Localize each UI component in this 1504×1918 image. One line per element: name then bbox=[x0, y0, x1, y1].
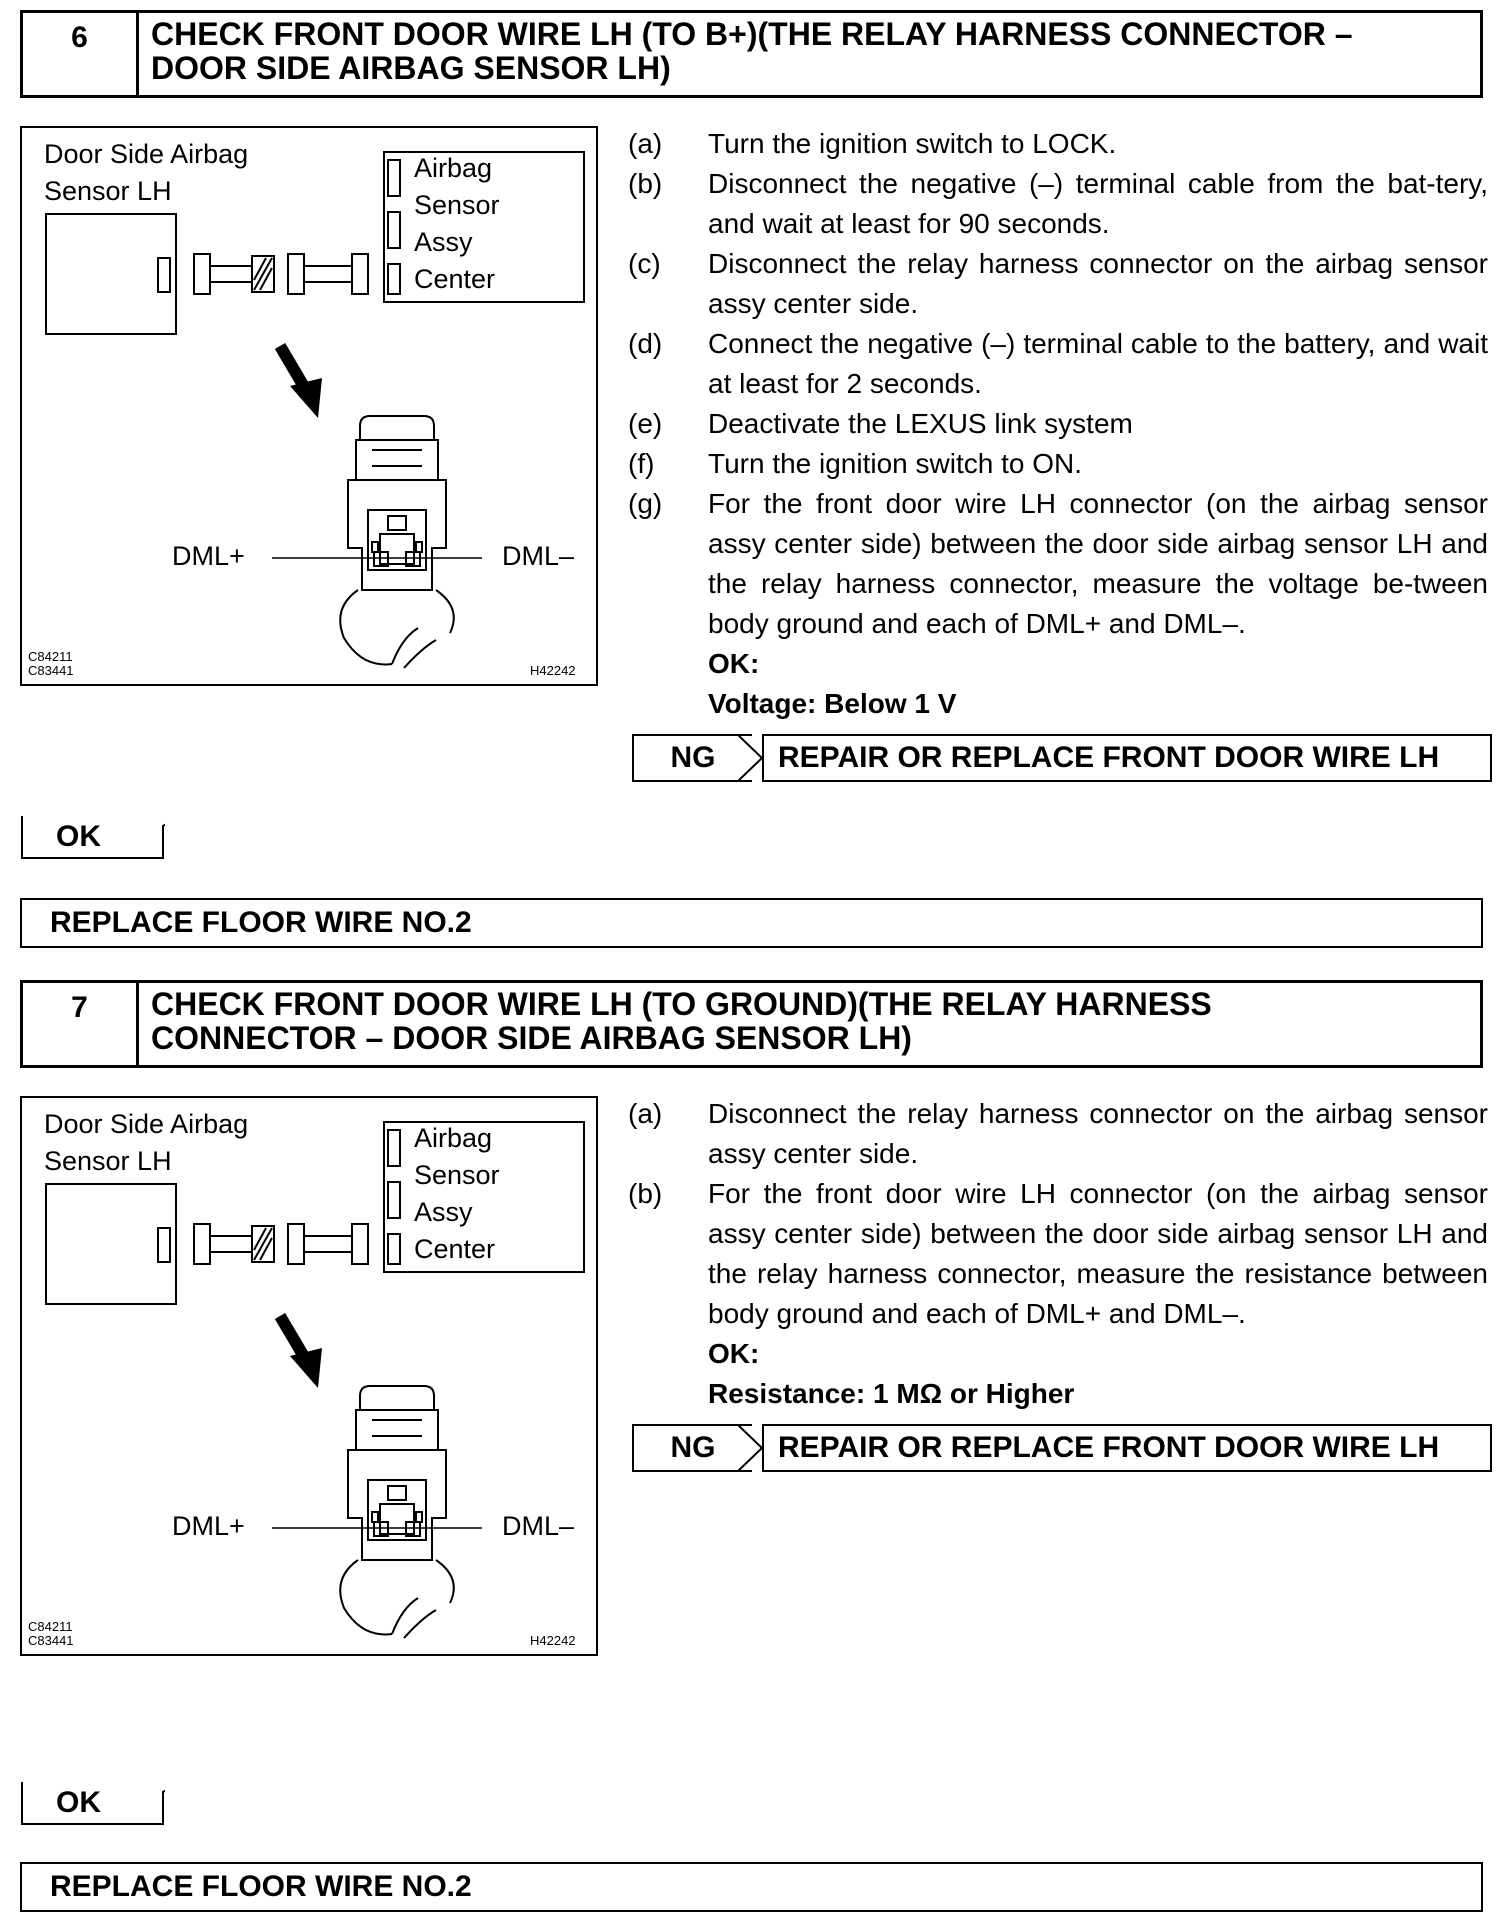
figure-code: H42242 bbox=[530, 1633, 576, 1648]
step-item: (d) Connect the negative (–) terminal cable to the battery, and wait at least for 2 seconds. bbox=[628, 328, 1488, 399]
step-item: (e) Deactivate the LEXUS link system bbox=[628, 408, 1133, 439]
step-title: CHECK FRONT DOOR WIRE LH (TO GROUND)(THE RELAY HARNESS CONNECTOR – DOOR SIDE AIRBAG SENSOR LH) bbox=[151, 986, 1212, 1056]
step-item: (a) Disconnect the relay harness connector on the airbag sensor assy center side. bbox=[628, 1098, 1488, 1169]
pin-dml-minus: DML– bbox=[502, 541, 575, 571]
result-box: REPLACE FLOOR WIRE NO.2 bbox=[20, 898, 1483, 948]
step-6-header bbox=[20, 10, 1483, 98]
ng-action: REPAIR OR REPLACE FRONT DOOR WIRE LH bbox=[762, 1424, 1492, 1472]
ok-label: OK: bbox=[708, 648, 760, 679]
ok-tab: OK bbox=[20, 1782, 165, 1826]
pin-dml-minus: DML– bbox=[502, 1511, 575, 1541]
result-box: REPLACE FLOOR WIRE NO.2 bbox=[20, 1862, 1483, 1912]
step-number: 7 bbox=[23, 983, 139, 1065]
connector-diagram bbox=[20, 126, 598, 686]
step-item: (a) Turn the ignition switch to LOCK. bbox=[628, 128, 1117, 159]
connector-front-icon bbox=[272, 1386, 482, 1638]
procedure-steps bbox=[628, 1094, 1488, 1414]
ok-label: OK: bbox=[708, 1338, 760, 1369]
step-title: CHECK FRONT DOOR WIRE LH (TO B+)(THE RELAY HARNESS CONNECTOR – DOOR SIDE AIRBAG SENSOR LH) bbox=[151, 16, 1353, 86]
step-item: (c) Disconnect the relay harness connector on the airbag sensor assy center side. bbox=[628, 248, 1488, 319]
arrow-down-icon bbox=[280, 346, 322, 418]
connector-diagram bbox=[20, 1096, 598, 1656]
sensor-box bbox=[46, 214, 176, 334]
ok-tab: OK bbox=[20, 816, 165, 860]
connector-front-icon bbox=[272, 416, 482, 668]
connector-illustration bbox=[22, 128, 596, 684]
procedure-steps bbox=[628, 124, 1488, 724]
arrow-down-icon bbox=[280, 1316, 322, 1388]
ng-label: NG bbox=[632, 1424, 752, 1472]
connector-illustration bbox=[22, 1098, 596, 1654]
step-number: 6 bbox=[23, 13, 139, 95]
airbag-sensor-assy-label: Airbag Sensor Assy Center bbox=[414, 153, 500, 294]
step-7-header bbox=[20, 980, 1483, 1068]
figure-code: C84211 C83441 bbox=[28, 649, 74, 678]
spec-value: Voltage: Below 1 V bbox=[708, 688, 957, 719]
figure-code: H42242 bbox=[530, 663, 576, 678]
figure-code: C84211 C83441 bbox=[28, 1619, 74, 1648]
step-item: (b) For the front door wire LH connector (on the airbag sensor assy center side) between the door side airbag sensor LH and the relay harness connector, measure the resistance between body ground and each of DML+ and DML–. bbox=[628, 1178, 1488, 1329]
step-item: (b) Disconnect the negative (–) terminal cable from the bat-tery, and wait at least for 90 seconds. bbox=[628, 168, 1488, 239]
airbag-sensor-assy-label: Airbag Sensor Assy Center bbox=[414, 1123, 500, 1264]
step-item: (f) Turn the ignition switch to ON. bbox=[628, 448, 1083, 479]
sensor-label: Door Side Airbag Sensor LH bbox=[44, 1109, 249, 1176]
pin-dml-plus: DML+ bbox=[172, 541, 245, 571]
step-item: (g) For the front door wire LH connector (on the airbag sensor assy center side) between the door side airbag sensor LH and the relay harness connector, measure the voltage be-tween body ground and each of DML+ and DML–. bbox=[628, 488, 1488, 639]
sensor-label: Door Side Airbag Sensor LH bbox=[44, 139, 249, 206]
sensor-box bbox=[46, 1184, 176, 1304]
spec-value: Resistance: 1 MΩ or Higher bbox=[708, 1378, 1075, 1409]
pin-dml-plus: DML+ bbox=[172, 1511, 245, 1541]
ng-action: REPAIR OR REPLACE FRONT DOOR WIRE LH bbox=[762, 734, 1492, 782]
ng-label: NG bbox=[632, 734, 752, 782]
